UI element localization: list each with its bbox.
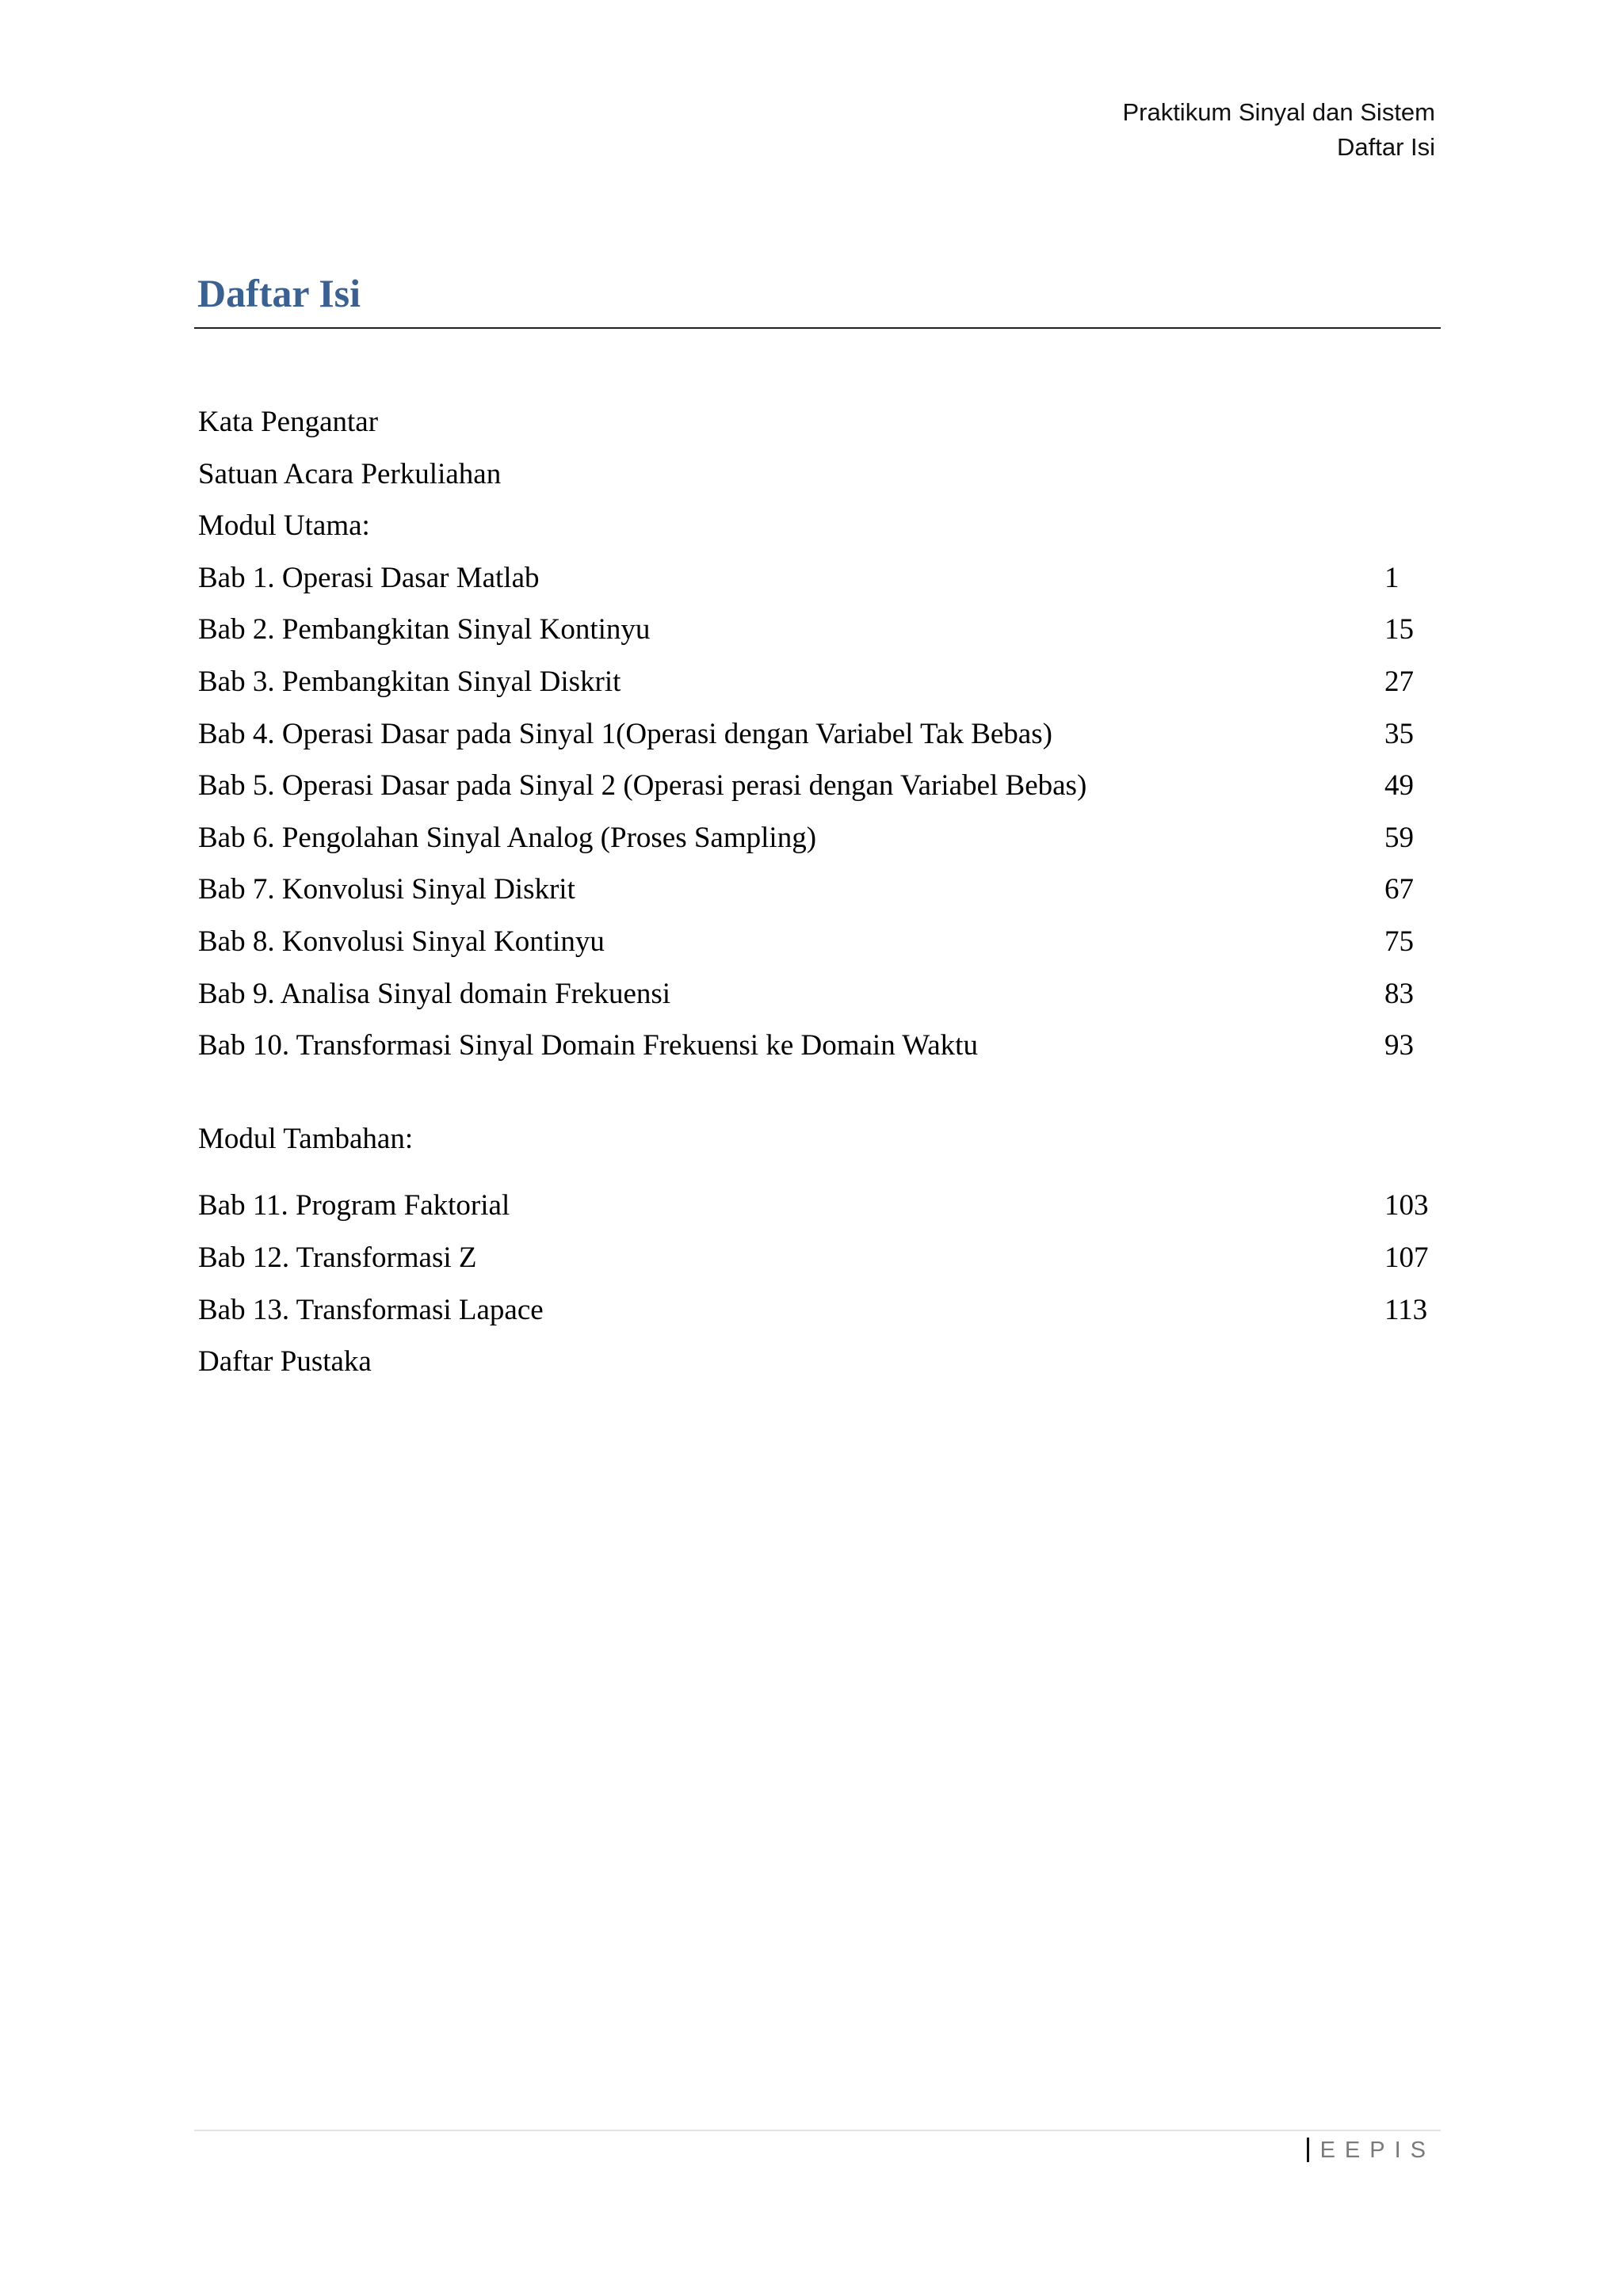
toc-entry-label: Bab 8. Konvolusi Sinyal Kontinyu [198,925,605,958]
footer-separator-bar [1307,2138,1309,2162]
toc-entry-label: Bab 7. Konvolusi Sinyal Diskrit [198,873,575,906]
toc-entry-bab-7 [198,864,1434,916]
toc-entry-page-number: 83 [1384,977,1414,1010]
toc-entry-kata-pengantar [198,396,1434,448]
toc-entry-label: Bab 4. Operasi Dasar pada Sinyal 1(Operasi dengan Variabel Tak Bebas) [198,717,1052,750]
toc-entry-bab-9 [198,968,1434,1020]
toc-entry-label: Kata Pengantar [198,406,379,438]
toc-entry-label: Bab 5. Operasi Dasar pada Sinyal 2 (Operasi perasi dengan Variabel Bebas) [198,769,1087,803]
toc-entry-label: Bab 13. Transformasi Lapace [198,1293,544,1326]
toc-entry-page-number: 49 [1384,769,1414,803]
toc-entry-label: Daftar Pustaka [198,1345,372,1379]
title-divider [194,327,1441,329]
toc-entry-page-number: 67 [1384,873,1414,906]
toc-entry-label: Satuan Acara Perkuliahan [198,457,502,490]
header-section-title: Daftar Isi [1336,133,1435,161]
toc-entry-bab-13 [198,1284,1434,1337]
toc-entry-page-number: 15 [1384,613,1414,646]
toc-heading-modul-tambahan [198,1113,1434,1165]
toc-entry-page-number: 103 [1384,1189,1429,1222]
toc-entry-page-number: 93 [1384,1029,1414,1062]
toc-entry-bab-2 [198,604,1434,656]
toc-entry-satuan-acara-perkuliahan [198,448,1434,501]
toc-entry-bab-4 [198,708,1434,761]
toc-entry-bab-6 [198,812,1434,864]
running-header [1122,95,1435,165]
toc-entry-bab-8 [198,916,1434,968]
footer-institution-label: EEPIS [1319,2138,1435,2163]
toc-entry-page-number: 35 [1384,717,1414,750]
toc-entry-page-number: 107 [1384,1241,1429,1274]
toc-entry-page-number: 1 [1384,561,1400,594]
toc-entry-bab-10 [198,1020,1434,1072]
toc-entry-label: Bab 10. Transformasi Sinyal Domain Frekuensi ke Domain Waktu [198,1029,978,1062]
toc-entry-page-number: 59 [1384,821,1414,854]
toc-entry-page-number: 27 [1384,665,1414,698]
footer-divider [194,2130,1441,2131]
toc-entry-label: Bab 12. Transformasi Z [198,1241,477,1274]
toc-entry-bab-12 [198,1232,1434,1284]
toc-entry-page-number: 113 [1384,1293,1428,1326]
page-footer [1307,2134,1435,2166]
toc-entry-bab-3 [198,656,1434,708]
toc-entry-bab-11 [198,1180,1434,1232]
toc-entry-label: Bab 3. Pembangkitan Sinyal Diskrit [198,665,621,698]
page-title: Daftar Isi [197,271,361,315]
table-of-contents [198,396,1434,1388]
toc-entry-label: Bab 1. Operasi Dasar Matlab [198,561,540,594]
toc-entry-label: Bab 9. Analisa Sinyal domain Frekuensi [198,977,671,1010]
toc-entry-label: Bab 2. Pembangkitan Sinyal Kontinyu [198,613,651,646]
header-course-title: Praktikum Sinyal dan Sistem [1122,98,1435,126]
toc-entry-daftar-pustaka [198,1336,1434,1388]
toc-entry-label: Bab 6. Pengolahan Sinyal Analog (Proses Sampling) [198,821,817,854]
toc-heading-label: Modul Tambahan: [198,1122,414,1155]
toc-heading-modul-utama [198,500,1434,552]
toc-heading-label: Modul Utama: [198,509,370,543]
toc-entry-page-number: 75 [1384,925,1414,958]
toc-entry-label: Bab 11. Program Faktorial [198,1189,510,1222]
toc-entry-bab-5 [198,760,1434,812]
toc-entry-bab-1 [198,552,1434,605]
